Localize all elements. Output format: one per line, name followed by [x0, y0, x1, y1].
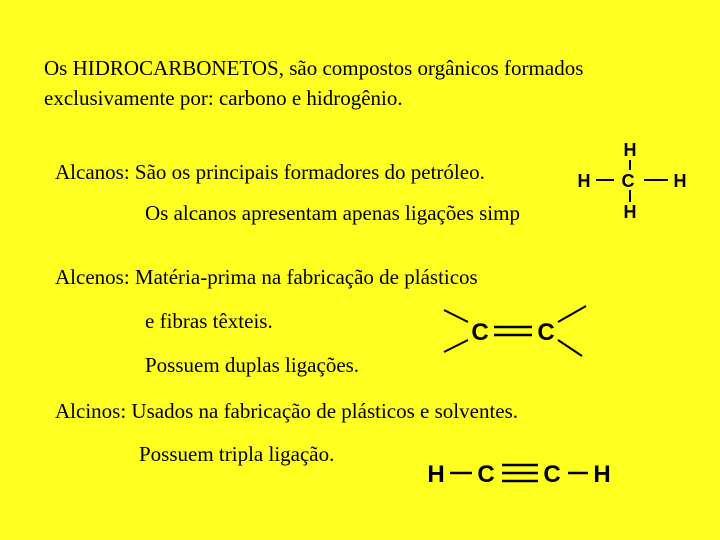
ethyne-h2: H [593, 461, 611, 488]
methane-h-right: H [673, 171, 687, 191]
ethyne-h1: H [427, 461, 445, 488]
methane-h-bottom: H [623, 202, 637, 222]
ethene-structure [440, 302, 590, 362]
ethyne-c2: C [543, 461, 561, 488]
methane-structure [570, 136, 700, 228]
alcinos-line-2: Possuem tripla ligação. [139, 442, 335, 466]
ethyne-structure [422, 455, 618, 495]
intro-line-1: Os HIDROCARBONETOS, são compostos orgânicos formados [44, 56, 584, 80]
alcanos-line-2: Os alcanos apresentam apenas ligações simp [145, 201, 520, 225]
intro-line-2: exclusivamente por: carbono e hidrogênio. [44, 86, 403, 110]
alcenos-line-3: Possuem duplas ligações. [145, 353, 360, 377]
ethene-c1: C [471, 319, 489, 346]
ethene-c2: C [537, 319, 555, 346]
alcenos-line-2: e fibras têxteis. [145, 309, 273, 333]
methane-c: C [621, 171, 635, 191]
methane-h-left: H [577, 171, 591, 191]
methane-h-top: H [623, 140, 637, 160]
alcenos-line-1: Alcenos: Matéria-prima na fabricação de plásticos [55, 265, 478, 289]
ethyne-c1: C [477, 461, 495, 488]
alcinos-line-1: Alcinos: Usados na fabricação de plásticos e solventes. [55, 399, 519, 423]
alcanos-line-1: Alcanos: São os principais formadores do petróleo. [55, 160, 485, 184]
